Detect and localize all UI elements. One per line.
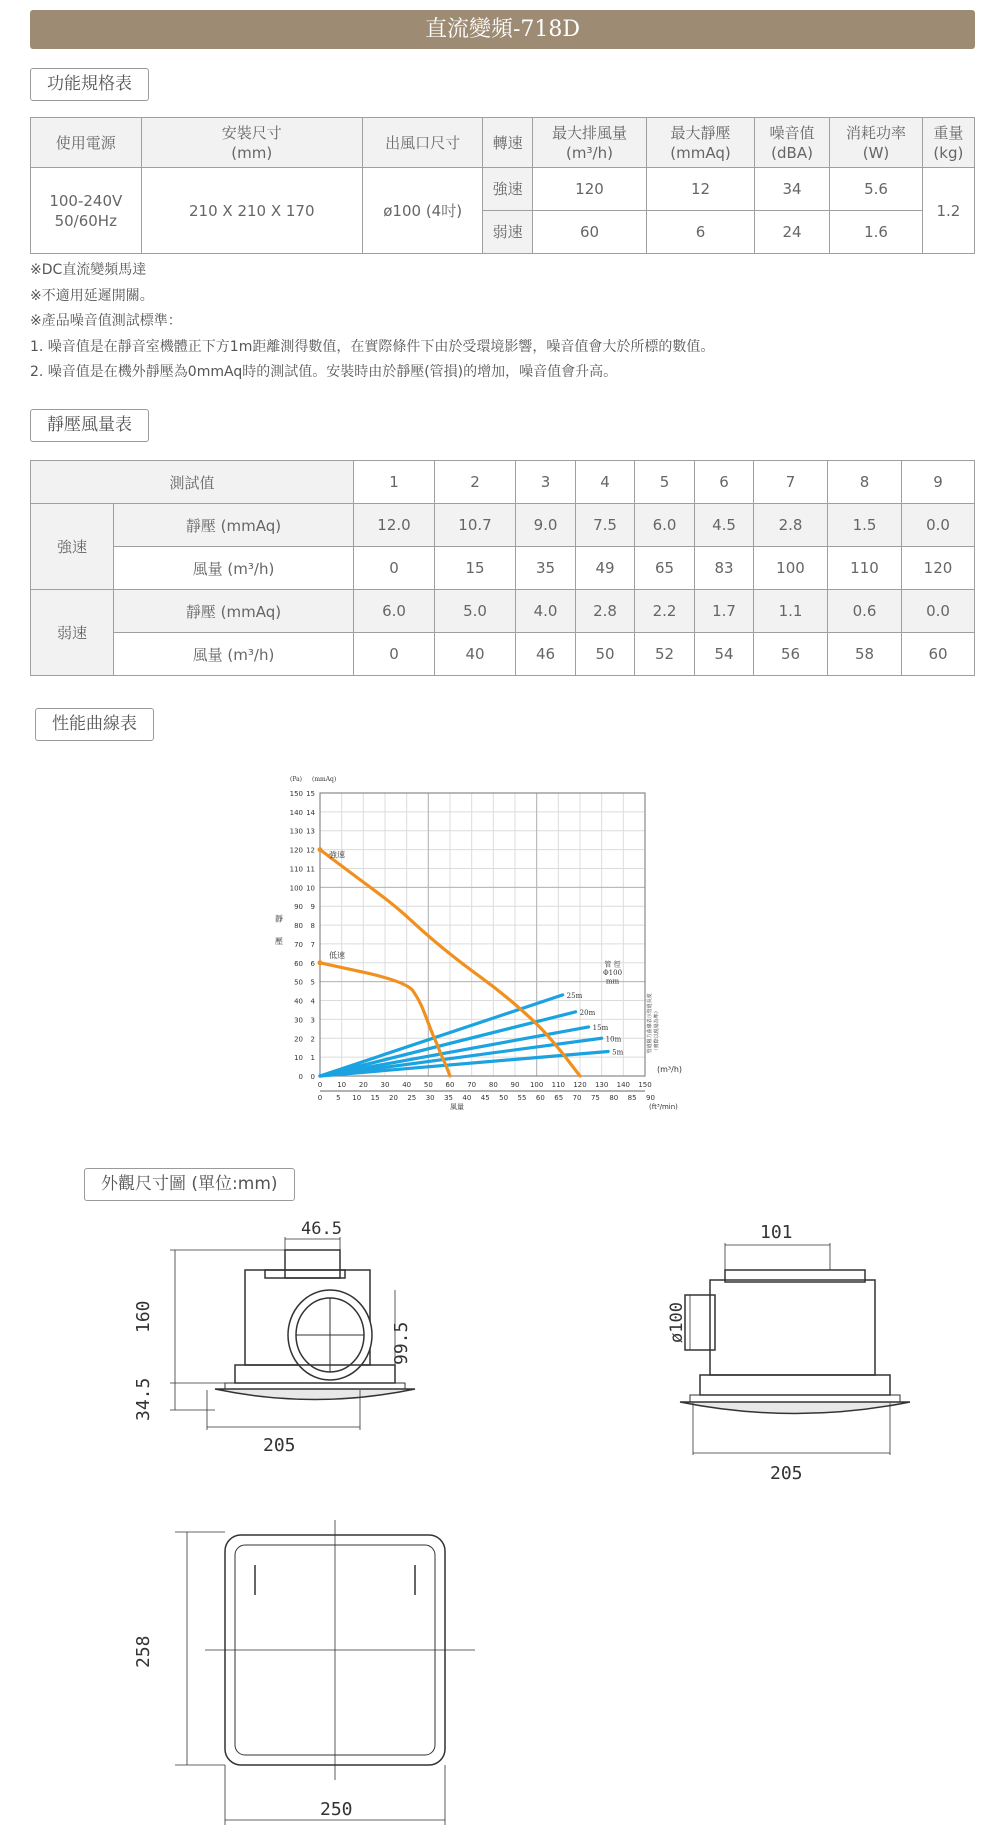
note-line: ※不適用延遲開關。 bbox=[30, 287, 154, 304]
x2-tick: 80 bbox=[609, 1094, 619, 1102]
bottom-view-drawing bbox=[133, 1520, 495, 1840]
y-tick-pa: 80 bbox=[294, 922, 303, 931]
pq-group-weak: 弱速 bbox=[31, 590, 114, 676]
plot-frame bbox=[320, 793, 645, 1076]
x-tick: 140 bbox=[616, 1081, 631, 1089]
cell-speed-weak: 弱速 bbox=[483, 211, 532, 254]
x2-tick: 10 bbox=[352, 1094, 362, 1102]
header-watt bbox=[830, 118, 922, 168]
y-tick-mmaq: 15 bbox=[306, 790, 315, 798]
side-note-line: （實際以現場為準） bbox=[654, 1008, 660, 1054]
x-tick: 90 bbox=[510, 1081, 520, 1089]
x-tick: 60 bbox=[445, 1081, 455, 1089]
pq-header-test: 測試值 bbox=[31, 461, 354, 504]
pq-cell: 50 bbox=[576, 633, 635, 676]
pq-cell: 49 bbox=[576, 547, 635, 590]
y-tick-mmaq: 13 bbox=[306, 827, 315, 836]
x2-tick: 35 bbox=[444, 1094, 453, 1102]
y-tick-pa: 10 bbox=[294, 1054, 303, 1063]
section-pq-label: 靜壓風量表 bbox=[30, 409, 149, 442]
pq-cell: 0.6 bbox=[828, 590, 902, 633]
pq-cell: 58 bbox=[828, 633, 902, 676]
y-tick-pa: 30 bbox=[294, 1016, 303, 1025]
section-spec-label: 功能規格表 bbox=[30, 68, 149, 101]
x-tick: 0 bbox=[317, 1081, 323, 1089]
pq-point: 2 bbox=[435, 461, 516, 504]
y-tick-pa: 120 bbox=[289, 846, 303, 855]
pq-point: 6 bbox=[695, 461, 754, 504]
cell-power bbox=[31, 168, 142, 254]
x2-tick: 90 bbox=[646, 1094, 655, 1102]
header-flow-line2: (m³/h) bbox=[566, 143, 613, 162]
header-pressure-line2: (mmAq) bbox=[670, 143, 731, 162]
dim-label-205: 205 bbox=[770, 1463, 803, 1484]
x-tick: 110 bbox=[551, 1081, 566, 1089]
y-tick-mmaq: 9 bbox=[310, 903, 315, 912]
pq-cell: 6.0 bbox=[354, 590, 435, 633]
pq-cell: 52 bbox=[635, 633, 695, 676]
header-flow bbox=[532, 118, 646, 168]
x2-tick: 30 bbox=[425, 1094, 435, 1102]
cell-outlet: ø100 (4吋) bbox=[362, 168, 482, 254]
pq-cell: 120 bbox=[902, 547, 975, 590]
pq-cell: 4.0 bbox=[516, 590, 576, 633]
note-line: ※產品噪音值測試標準： bbox=[30, 313, 182, 329]
notes bbox=[30, 258, 970, 386]
header-flow-line1: 最大排風量 bbox=[551, 123, 627, 142]
side-top-flange bbox=[265, 1270, 345, 1278]
pq-cell: 6.0 bbox=[635, 504, 695, 547]
section-curve-label: 性能曲線表 bbox=[35, 708, 154, 741]
y-tick-mmaq: 12 bbox=[306, 846, 315, 855]
x-tick: 130 bbox=[594, 1081, 609, 1089]
y-tick-pa: 110 bbox=[289, 865, 303, 874]
y-tick-pa: 70 bbox=[294, 940, 303, 949]
cell-watt-strong: 5.6 bbox=[830, 168, 922, 211]
y-tick-mmaq: 2 bbox=[310, 1035, 315, 1044]
x2-tick: 50 bbox=[499, 1094, 509, 1102]
dim-label-258: 258 bbox=[133, 1635, 154, 1668]
section-dims-label: 外觀尺寸圖 (單位:mm) bbox=[84, 1168, 295, 1201]
x-tick: 20 bbox=[358, 1081, 368, 1089]
header-noise-line1: 噪音值 bbox=[769, 123, 815, 142]
y-tick-mmaq: 10 bbox=[306, 884, 315, 893]
x2-tick: 65 bbox=[554, 1094, 564, 1102]
x2-tick: 20 bbox=[388, 1094, 398, 1102]
side-outlet-top bbox=[285, 1250, 340, 1278]
header-weight-line2: (kg) bbox=[933, 143, 964, 162]
header-noise-line2: (dBA) bbox=[771, 143, 813, 162]
pq-cell: 7.5 bbox=[576, 504, 635, 547]
x2-tick: 60 bbox=[535, 1094, 545, 1102]
duct-label-15m: 15m bbox=[592, 1023, 609, 1032]
header-outlet: 出風口尺寸 bbox=[362, 118, 482, 168]
cell-flow-weak: 60 bbox=[532, 211, 646, 254]
header-weight-line1: 重量 bbox=[933, 123, 964, 142]
y-tick-pa: 40 bbox=[294, 997, 303, 1006]
pq-pressure-label: 靜壓 (mmAq) bbox=[114, 504, 354, 547]
y-unit-pa: (Pa) bbox=[290, 776, 303, 783]
curve-start-point bbox=[318, 847, 323, 852]
curve-label-weak: 低速 bbox=[329, 950, 345, 960]
cell-flow-strong: 120 bbox=[532, 168, 646, 211]
cell-install: 210 X 210 X 170 bbox=[141, 168, 362, 254]
pq-cell: 12.0 bbox=[354, 504, 435, 547]
y-tick-pa: 60 bbox=[294, 959, 303, 968]
pq-cell: 1.7 bbox=[695, 590, 754, 633]
pq-table bbox=[30, 460, 975, 676]
pq-cell: 83 bbox=[695, 547, 754, 590]
pq-cell: 0.0 bbox=[902, 590, 975, 633]
pq-flow-label: 風量 (m³/h) bbox=[114, 547, 354, 590]
side-view-drawing bbox=[133, 1219, 485, 1505]
front-base bbox=[700, 1375, 890, 1395]
header-power: 使用電源 bbox=[31, 118, 142, 168]
y-tick-mmaq: 14 bbox=[306, 808, 315, 817]
header-install-line1: 安裝尺寸 bbox=[221, 123, 282, 142]
pq-point: 4 bbox=[576, 461, 635, 504]
y-tick-pa: 90 bbox=[294, 903, 303, 912]
pq-point: 9 bbox=[902, 461, 975, 504]
y-tick-mmaq: 11 bbox=[306, 865, 315, 874]
pq-cell: 100 bbox=[754, 547, 828, 590]
x-tick: 150 bbox=[638, 1081, 652, 1089]
x-tick: 120 bbox=[573, 1081, 587, 1089]
header-noise bbox=[754, 118, 829, 168]
cell-speed-strong: 強速 bbox=[483, 168, 532, 211]
x2-unit: (ft³/min) bbox=[649, 1103, 678, 1111]
duct-label-10m: 10m bbox=[605, 1035, 622, 1044]
y-tick-pa: 140 bbox=[289, 808, 303, 817]
dim-label-160: 160 bbox=[133, 1300, 154, 1333]
y-tick-mmaq: 3 bbox=[310, 1016, 315, 1025]
cell-noise-weak: 24 bbox=[754, 211, 829, 254]
note-line: 1. 噪音值是在靜音室機體正下方1m距離測得數值，在實際條件下由於受環境影響，噪音值會大於所標的數值。 bbox=[30, 338, 715, 355]
x2-tick: 75 bbox=[590, 1094, 600, 1102]
cell-noise-strong: 34 bbox=[754, 168, 829, 211]
pq-point: 7 bbox=[754, 461, 828, 504]
header-watt-line1: 消耗功率 bbox=[846, 123, 907, 142]
pq-flow-label: 風量 (m³/h) bbox=[114, 633, 354, 676]
x2-tick: 70 bbox=[572, 1094, 582, 1102]
pq-cell: 15 bbox=[435, 547, 516, 590]
x2-tick: 40 bbox=[462, 1094, 472, 1102]
pq-point: 8 bbox=[828, 461, 902, 504]
duct-line-25m bbox=[320, 995, 563, 1076]
front-body bbox=[710, 1280, 875, 1375]
side-grille-frame bbox=[225, 1383, 405, 1389]
x-unit: (m³/h) bbox=[657, 1065, 683, 1074]
cell-watt-weak: 1.6 bbox=[830, 211, 922, 254]
duct-note-3: mm bbox=[605, 977, 620, 986]
pq-cell: 2.8 bbox=[754, 504, 828, 547]
dim-label-34-5: 34.5 bbox=[133, 1377, 154, 1421]
y-tick-mmaq: 0 bbox=[310, 1073, 315, 1081]
pq-cell: 0 bbox=[354, 633, 435, 676]
header-install bbox=[141, 118, 362, 168]
x-axis-label: 風量 bbox=[450, 1103, 464, 1111]
pq-cell: 65 bbox=[635, 547, 695, 590]
y-tick-mmaq: 6 bbox=[310, 959, 315, 968]
y-tick-mmaq: 1 bbox=[310, 1054, 315, 1063]
pq-point: 3 bbox=[516, 461, 576, 504]
y-tick-pa: 20 bbox=[294, 1035, 303, 1044]
y-tick-pa: 0 bbox=[298, 1073, 303, 1081]
dim-label-o100: ø100 bbox=[667, 1302, 687, 1343]
pq-pressure-label: 靜壓 (mmAq) bbox=[114, 590, 354, 633]
y-tick-pa: 50 bbox=[294, 978, 303, 987]
spec-table bbox=[30, 117, 975, 254]
x-tick: 70 bbox=[467, 1081, 477, 1089]
pq-cell: 110 bbox=[828, 547, 902, 590]
x-tick: 40 bbox=[402, 1081, 412, 1089]
duct-note-1: 管 徑 bbox=[604, 960, 621, 969]
x2-tick: 15 bbox=[370, 1094, 380, 1102]
dim-label-101: 101 bbox=[760, 1222, 793, 1243]
cell-pressure-weak: 6 bbox=[647, 211, 755, 254]
x2-tick: 5 bbox=[336, 1094, 341, 1102]
note-line: 2. 噪音值是在機外靜壓為0mmAq時的測試值。安裝時由於靜壓(管損)的增加，噪音值會升高。 bbox=[30, 364, 618, 380]
y-tick-pa: 100 bbox=[289, 884, 303, 893]
x-tick: 10 bbox=[337, 1081, 347, 1089]
duct-note-2: Φ100 bbox=[602, 969, 623, 978]
y-tick-mmaq: 4 bbox=[310, 997, 315, 1006]
header-pressure-line1: 最大靜壓 bbox=[670, 123, 731, 142]
pq-cell: 10.7 bbox=[435, 504, 516, 547]
dim-label-99-5: 99.5 bbox=[391, 1321, 412, 1365]
y-tick-pa: 130 bbox=[289, 827, 303, 836]
x2-tick: 85 bbox=[627, 1094, 637, 1102]
duct-label-25m: 25m bbox=[566, 991, 583, 1000]
pq-cell: 46 bbox=[516, 633, 576, 676]
page-title: 直流變頻-718D bbox=[30, 10, 975, 49]
front-view-drawing bbox=[660, 1222, 940, 1505]
header-weight bbox=[922, 118, 974, 168]
x2-tick: 55 bbox=[517, 1094, 527, 1102]
pq-cell: 9.0 bbox=[516, 504, 576, 547]
pq-point: 1 bbox=[354, 461, 435, 504]
performance-chart bbox=[270, 765, 750, 1145]
curve-start-point bbox=[318, 960, 323, 965]
y-axis-label-2: 壓 bbox=[275, 936, 283, 946]
header-speed: 轉速 bbox=[483, 118, 532, 168]
y-unit-mmaq: (mmAq) bbox=[312, 776, 337, 783]
cell-weight: 1.2 bbox=[922, 168, 974, 254]
dim-label-46-5: 46.5 bbox=[301, 1219, 342, 1239]
x-tick: 100 bbox=[529, 1081, 544, 1089]
pq-cell: 1.1 bbox=[754, 590, 828, 633]
pq-group-strong: 強速 bbox=[31, 504, 114, 590]
pq-cell: 54 bbox=[695, 633, 754, 676]
front-grille bbox=[680, 1402, 910, 1414]
cell-pressure-strong: 12 bbox=[647, 168, 755, 211]
pq-cell: 0 bbox=[354, 547, 435, 590]
duct-label-20m: 20m bbox=[579, 1008, 596, 1017]
pq-cell: 2.2 bbox=[635, 590, 695, 633]
pq-cell: 2.8 bbox=[576, 590, 635, 633]
x2-tick: 0 bbox=[317, 1094, 323, 1102]
x-tick: 80 bbox=[488, 1081, 498, 1089]
pq-point: 5 bbox=[635, 461, 695, 504]
pq-cell: 4.5 bbox=[695, 504, 754, 547]
header-pressure bbox=[647, 118, 755, 168]
pq-cell: 0.0 bbox=[902, 504, 975, 547]
pq-cell: 56 bbox=[754, 633, 828, 676]
x2-tick: 45 bbox=[480, 1094, 490, 1102]
pq-cell: 60 bbox=[902, 633, 975, 676]
pq-cell: 35 bbox=[516, 547, 576, 590]
header-watt-line2: (W) bbox=[862, 143, 890, 162]
header-install-line2: (mm) bbox=[231, 143, 273, 162]
x-tick: 50 bbox=[423, 1081, 433, 1089]
side-grille bbox=[215, 1389, 415, 1400]
y-axis-label-1: 靜 bbox=[275, 914, 283, 924]
y-tick-pa: 150 bbox=[289, 790, 303, 798]
cell-power-line2: 50/60Hz bbox=[54, 211, 117, 230]
note-line: ※DC直流變頻馬達 bbox=[30, 262, 147, 278]
side-note-line: 管道阻力曲線表示管道長度 bbox=[647, 993, 653, 1054]
x2-tick: 25 bbox=[407, 1094, 417, 1102]
y-tick-mmaq: 7 bbox=[310, 940, 315, 949]
y-tick-mmaq: 8 bbox=[310, 922, 315, 931]
pq-cell: 40 bbox=[435, 633, 516, 676]
curve-label-strong: 強速 bbox=[329, 850, 345, 860]
duct-label-5m: 5m bbox=[612, 1048, 624, 1057]
x-tick: 30 bbox=[380, 1081, 390, 1089]
dim-label-205: 205 bbox=[263, 1435, 296, 1456]
front-grille-frame bbox=[690, 1395, 900, 1402]
cell-power-line1: 100-240V bbox=[49, 191, 123, 210]
pq-cell: 1.5 bbox=[828, 504, 902, 547]
dim-label-250: 250 bbox=[320, 1799, 353, 1820]
pq-cell: 5.0 bbox=[435, 590, 516, 633]
y-tick-mmaq: 5 bbox=[310, 978, 315, 987]
